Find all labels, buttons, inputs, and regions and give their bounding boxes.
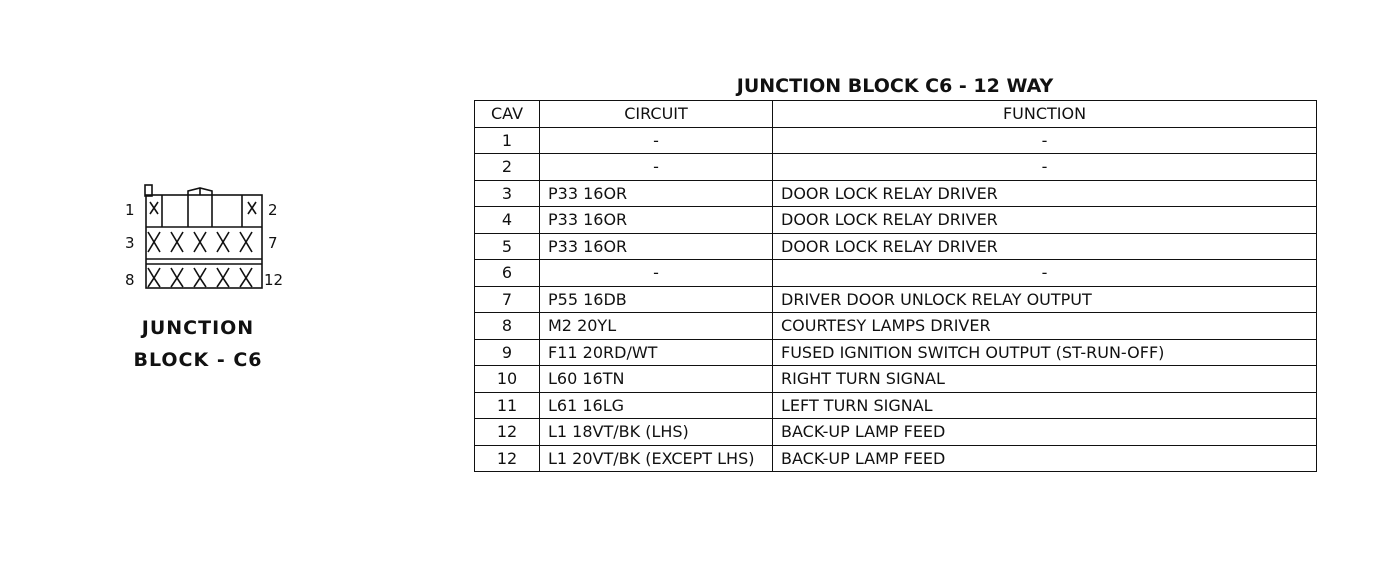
table-row <box>475 286 1317 313</box>
cell-cav: 5 <box>475 233 540 260</box>
cell-function: DOOR LOCK RELAY DRIVER <box>773 207 1317 234</box>
cell-function: BACK-UP LAMP FEED <box>773 419 1317 446</box>
cell-function: - <box>773 154 1317 181</box>
table-row <box>475 233 1317 260</box>
table-row <box>475 260 1317 287</box>
cell-circuit: - <box>540 154 773 181</box>
cell-cav: 10 <box>475 366 540 393</box>
cell-circuit: - <box>540 260 773 287</box>
cavity-table <box>474 100 1317 472</box>
cell-function: DRIVER DOOR UNLOCK RELAY OUTPUT <box>773 286 1317 313</box>
cell-function: DOOR LOCK RELAY DRIVER <box>773 180 1317 207</box>
cell-cav: 12 <box>475 419 540 446</box>
cell-circuit: L61 16LG <box>540 392 773 419</box>
cell-function: LEFT TURN SIGNAL <box>773 392 1317 419</box>
connector-body-icon <box>118 180 288 310</box>
cell-circuit: F11 20RD/WT <box>540 339 773 366</box>
connector-caption-line2: BLOCK - C6 <box>133 349 263 371</box>
pin-label-8: 8 <box>125 271 135 289</box>
cell-circuit: P33 16OR <box>540 207 773 234</box>
table-body <box>475 127 1317 472</box>
table-row <box>475 392 1317 419</box>
cell-cav: 8 <box>475 313 540 340</box>
cell-cav: 11 <box>475 392 540 419</box>
connector-caption <box>118 312 278 376</box>
pin-label-3: 3 <box>125 234 135 252</box>
cell-cav: 1 <box>475 127 540 154</box>
cell-function: - <box>773 260 1317 287</box>
table-row <box>475 419 1317 446</box>
table-header-row <box>475 101 1317 128</box>
header-circuit: CIRCUIT <box>540 101 773 128</box>
pin-label-1: 1 <box>125 201 135 219</box>
cell-circuit: P33 16OR <box>540 233 773 260</box>
cell-circuit: L1 20VT/BK (EXCEPT LHS) <box>540 445 773 472</box>
table-row <box>475 180 1317 207</box>
connector-caption-line1: JUNCTION <box>141 317 255 339</box>
header-cav: CAV <box>475 101 540 128</box>
header-function: FUNCTION <box>773 101 1317 128</box>
cell-circuit: L60 16TN <box>540 366 773 393</box>
pin-label-12: 12 <box>264 271 284 289</box>
cell-function: DOOR LOCK RELAY DRIVER <box>773 233 1317 260</box>
cell-circuit: P33 16OR <box>540 180 773 207</box>
cell-cav: 6 <box>475 260 540 287</box>
cell-function: RIGHT TURN SIGNAL <box>773 366 1317 393</box>
cell-function: FUSED IGNITION SWITCH OUTPUT (ST-RUN-OFF) <box>773 339 1317 366</box>
cell-cav: 12 <box>475 445 540 472</box>
cell-function: COURTESY LAMPS DRIVER <box>773 313 1317 340</box>
table-title: JUNCTION BLOCK C6 - 12 WAY <box>736 75 1054 97</box>
cell-function: - <box>773 127 1317 154</box>
table-row <box>475 339 1317 366</box>
cell-cav: 7 <box>475 286 540 313</box>
cell-circuit: L1 18VT/BK (LHS) <box>540 419 773 446</box>
cell-circuit: - <box>540 127 773 154</box>
table-row <box>475 127 1317 154</box>
cell-cav: 2 <box>475 154 540 181</box>
cell-circuit: M2 20YL <box>540 313 773 340</box>
pin-label-2: 2 <box>268 201 278 219</box>
table-row <box>475 154 1317 181</box>
cell-function: BACK-UP LAMP FEED <box>773 445 1317 472</box>
table-row <box>475 313 1317 340</box>
table-row <box>475 445 1317 472</box>
pin-label-7: 7 <box>268 234 278 252</box>
cell-cav: 4 <box>475 207 540 234</box>
table-row <box>475 366 1317 393</box>
table-row <box>475 207 1317 234</box>
cell-circuit: P55 16DB <box>540 286 773 313</box>
cell-cav: 3 <box>475 180 540 207</box>
cell-cav: 9 <box>475 339 540 366</box>
